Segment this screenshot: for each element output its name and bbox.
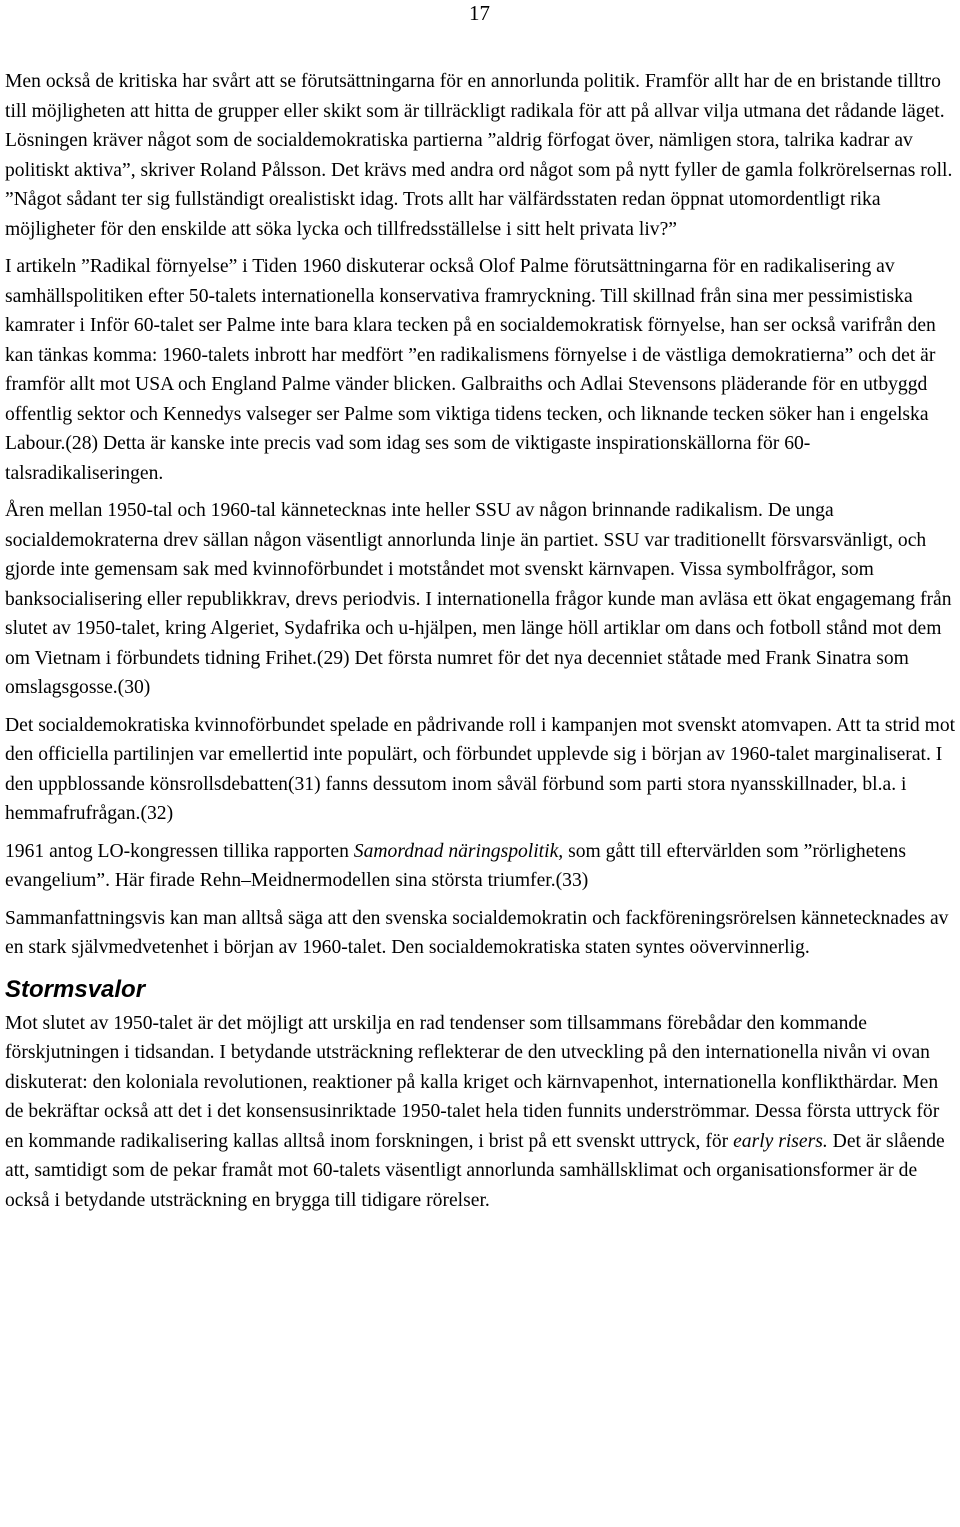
paragraph-5-text-start: 1961 antog LO-kongressen tillika rapporten: [5, 840, 354, 862]
document-body: [5, 67, 960, 1223]
page-number: 17: [469, 1, 490, 25]
paragraph-5-text-end: som gått till eftervärlden som ”rörlighetens evangelium”. Här firade Rehn–Meidnermodellen sina största triumfer.(33): [5, 840, 906, 891]
paragraph-7: [5, 1009, 960, 1216]
paragraph-5: [5, 837, 960, 896]
italic-term: early risers.: [733, 1130, 828, 1152]
section-heading: Stormsvalor: [5, 975, 146, 1003]
paragraph-6: Sammanfattningsvis kan man alltså säga att den svenska socialdemokratin och fackföreningsrörelsen kännetecknades av en stark självmedvetenhet i början av 1960-talet. Den socialdemokratiska staten syntes oövervinnerlig.: [5, 907, 949, 958]
paragraph-2: I artikeln ”Radikal förnyelse” i Tiden 1960 diskuterar också Olof Palme förutsättningarna för en radikalisering av samhällspolitiken efter 50-talets internationella konservativa framryckning. Till skillnad från sina mer pessimistiska kamrater i Inför 60-talet ser Palme inte bara klara tecken på en socialdemokratisk förnyelse, han ser också varifrån den kan tänkas komma: 1960-talets inbrott har medfört ”en radikalismens förnyelse i de västliga demokratierna” och det är framför allt mot USA och England Palme vänder blicken. Galbraiths och Adlai Stevensons pläderande för en utbyggd offentlig sektor och Kennedys valseger ser Palme som viktiga tidens tecken, och liknande tecken söker han i engelska Labour.(28) Detta är kanske inte precis vad som idag ses som de viktigaste inspirationskällorna för 60-talsradikaliseringen.: [5, 256, 936, 484]
paragraph-3: Åren mellan 1950-tal och 1960-tal kännetecknas inte heller SSU av någon brinnande radikalism. De unga socialdemokraterna drev sällan någon väsentligt annorlunda linje än partiet. SSU var traditionellt försvarsvänligt, och gjorde inte gemensam sak med kvinnoförbundet i motståndet mot svenskt kärnvapen. Vissa symbolfrågor, som banksocialisering eller republikkrav, drevs periodvis. I internationella frågor kunde man avläsa ett ökat engagemang från slutet av 1950-talet, kring Algeriet, Sydafrika och u-hjälpen, men länge höll artiklar om dans och fotboll stånd mot dem om Vietnam i förbundets tidning Frihet.(29) Det första numret för det nya decenniet ståtade med Frank Sinatra som omslagsgosse.(30): [5, 500, 952, 698]
paragraph-1: Men också de kritiska har svårt att se förutsättningarna för en annorlunda politik. Framför allt har de en bristande tilltro till möjligheten att hitta de grupper eller skikt som är tillräckligt radikala för att på allvar vilja utmana det rådande läget. Lösningen kräver något som de socialdemokratiska partierna ”aldrig förfogat över, nämligen stora, talrika kadrar av politiskt aktiva”, skriver Roland Pålsson. Det krävs med andra ord något som på nytt fyller de gamla folkrörelsernas roll. ”Något sådant ter sig fullständigt orealistiskt idag. Trots allt har välfärdsstaten redan öppnat utomordentligt rika möjligheter för den enskilde att söka lycka och tillfredsställelse i sitt helt privata liv?”: [5, 71, 953, 240]
paragraph-7-text-end: Det är slående att, samtidigt som de pekar framåt mot 60-talets väsentligt annorlunda samhällsklimat och organisationsformer är de också i betydande utsträckning en brygga till tidigare rörelser.: [5, 1130, 945, 1211]
paragraph-7-text-start: Mot slutet av 1950-talet är det möjligt att urskilja en rad tendenser som tillsammans förebådar den kommande förskjutningen i tidsandan. I betydande utsträckning reflekterar de den utveckling på den internationella nivån vi ovan diskuterat: den koloniala revolutionen, reaktioner på kalla kriget och kärnvapenhot, internationella konflikthärdar. Men de bekräftar också att det i det konsensusinriktade 1950-talet hela tiden funnits underströmmar. Dessa första uttryck för en kommande radikalisering kallas alltså inom forskningen, i brist på ett svenskt uttryck, för: [5, 1012, 940, 1152]
paragraph-4: Det socialdemokratiska kvinnoförbundet spelade en pådrivande roll i kampanjen mot svenskt atomvapen. Att ta strid mot den officiella partilinjen var emellertid inte populärt, och förbundet upplevde sig i början av 1960-talet marginaliserat. I den uppblossande könsrollsdebatten(31) fanns dessutom inom såväl förbund som parti stora nyansskillnader, bl.a. i hemmafrufrågan.(32): [5, 714, 956, 824]
report-title: Samordnad näringspolitik,: [353, 840, 564, 862]
